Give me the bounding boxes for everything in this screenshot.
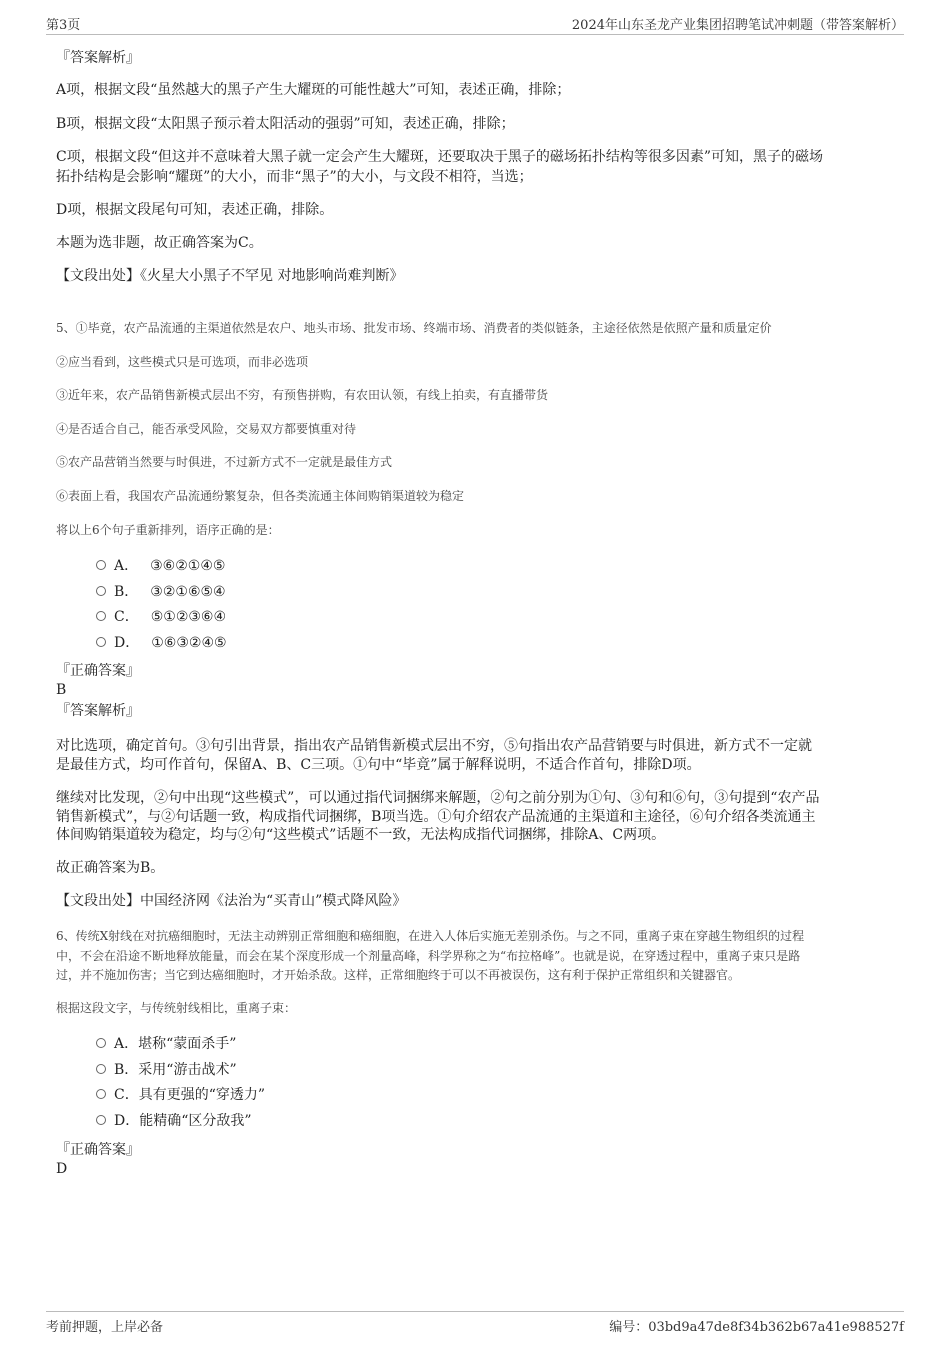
q5-option-b[interactable]: B． ③②①⑥⑤④	[96, 582, 226, 602]
radio-icon[interactable]	[96, 637, 106, 647]
q5-prompt: 将以上6个句子重新排列，语序正确的是：	[56, 523, 280, 537]
q5-option-c[interactable]: C． ⑤①②③⑥④	[96, 607, 226, 627]
analysis-c-line2: 拓扑结构是会影响“耀斑”的大小，而非“黑子”的大小，与文段不相符，当选；	[56, 169, 533, 185]
q5-answer-label: 『正确答案』	[56, 663, 140, 679]
q5-sentence-5: ⑤农产品营销当然要与时俱进，不过新方式不一定就是最佳方式	[56, 455, 393, 469]
q6-passage-line2: 中，不会在沿途不断地释放能量，而会在某个深度形成一个剂量高峰，科学界称之为“布拉格峰”。也就是说，在穿透过程中，重离子束只是路	[56, 949, 801, 963]
q6-option-b[interactable]: B．采用“游击战术”	[96, 1060, 237, 1080]
analysis-c-line1: C项，根据文段“但这并不意味着大黑子就一定会产生大耀斑，还要取决于黑子的磁场拓扑结构等很多因素”可知，黑子的磁场	[56, 149, 824, 165]
document-id: 编号：03bd9a47de8f34b362b67a41e988527f	[609, 1320, 904, 1335]
q5-analysis-p1-line2: 是最佳方式，均可作首句，保留A、B、C三项。①句中“毕竟”属于解释说明，不适合作首句，排除D项。	[56, 757, 701, 773]
q5-answer: B	[56, 682, 67, 698]
q6-prompt: 根据这段文字，与传统射线相比，重离子束：	[56, 1001, 297, 1015]
q5-source: 【文段出处】中国经济网《法治为“买青山”模式降风险》	[56, 893, 407, 909]
q5-analysis-p2-line1: 继续对比发现，②句中出现“这些模式”，可以通过指代词捆绑来解题，②句之前分别为①句、③句和⑥句，③句提到“农产品	[56, 790, 820, 806]
conclusion: 本题为选非题，故正确答案为C。	[56, 235, 263, 251]
radio-icon[interactable]	[96, 1089, 106, 1099]
q6-passage-line3: 过，并不施加伤害；当它到达癌细胞时，才开始杀敌。这样，正常细胞终于可以不再被误伤，这有利于保护正常组织和关键器官。	[56, 968, 741, 982]
analysis-d: D项，根据文段尾句可知，表述正确，排除。	[56, 202, 334, 218]
q6-option-d[interactable]: D．能精确“区分敌我”	[96, 1111, 252, 1131]
q6-answer: D	[56, 1161, 68, 1177]
q5-sentence-6: ⑥表面上看，我国农产品流通纷繁复杂，但各类流通主体间购销渠道较为稳定	[56, 489, 465, 503]
q5-conclusion: 故正确答案为B。	[56, 860, 165, 876]
footer-slogan: 考前押题，上岸必备	[46, 1320, 164, 1335]
analysis-a: A项，根据文段“虽然越大的黑子产生大耀斑的可能性越大”可知，表述正确，排除；	[56, 82, 571, 98]
radio-icon[interactable]	[96, 1115, 106, 1125]
analysis-label: 『答案解析』	[56, 50, 140, 66]
page-number: 第3页	[46, 18, 81, 33]
q5-analysis-p2-line2: 销售新模式”，与②句话题一致，构成指代词捆绑，B项当选。①句介绍农产品流通的主渠道和主途径，⑥句介绍各类流通主	[56, 809, 816, 825]
analysis-b: B项，根据文段“太阳黑子预示着太阳活动的强弱”可知，表述正确，排除；	[56, 116, 515, 132]
q5-sentence-2: ②应当看到，这些模式只是可选项，而非必选项	[56, 355, 309, 369]
radio-icon[interactable]	[96, 1038, 106, 1048]
q5-sentence-3: ③近年来，农产品销售新模式层出不穷，有预售拼购，有农田认领，有线上拍卖，有直播带货	[56, 388, 549, 402]
page-footer	[46, 1311, 904, 1334]
q5-option-d[interactable]: D． ①⑥③②④⑤	[96, 633, 227, 653]
q5-analysis-p1-line1: 对比选项，确定首句。③句引出背景，指出农产品销售新模式层出不穷，⑤句指出农产品营销要与时俱进，新方式不一定就	[56, 738, 812, 754]
q5-sentence-4: ④是否适合自己，能否承受风险，交易双方都要慎重对待	[56, 422, 357, 436]
source: 【文段出处】《火星大小黑子不罕见 对地影响尚难判断》	[56, 268, 404, 284]
q6-answer-label: 『正确答案』	[56, 1142, 140, 1158]
q5-sentence-1: 5、①毕竟，农产品流通的主渠道依然是农户、地头市场、批发市场、终端市场、消费者的类似链条，主途径依然是依照产量和质量定价	[56, 321, 772, 335]
q5-option-a[interactable]: A． ③⑥②①④⑤	[96, 556, 225, 576]
q6-option-a[interactable]: A．堪称“蒙面杀手”	[96, 1034, 236, 1054]
radio-icon[interactable]	[96, 586, 106, 596]
document-title: 2024年山东圣龙产业集团招聘笔试冲刺题（带答案解析）	[571, 18, 904, 33]
q6-passage-line1: 6、传统X射线在对抗癌细胞时，无法主动辨别正常细胞和癌细胞，在进入人体后实施无差别杀伤。与之不同，重离子束在穿越生物组织的过程	[56, 929, 805, 943]
radio-icon[interactable]	[96, 560, 106, 570]
q5-analysis-label: 『答案解析』	[56, 703, 140, 719]
radio-icon[interactable]	[96, 611, 106, 621]
q6-option-c[interactable]: C．具有更强的“穿透力”	[96, 1085, 265, 1105]
q5-analysis-p2-line3: 体间购销渠道较为稳定，均与②句“这些模式”话题不一致，无法构成指代词捆绑，排除A、C两项。	[56, 827, 666, 843]
radio-icon[interactable]	[96, 1064, 106, 1074]
page-header	[46, 14, 904, 35]
